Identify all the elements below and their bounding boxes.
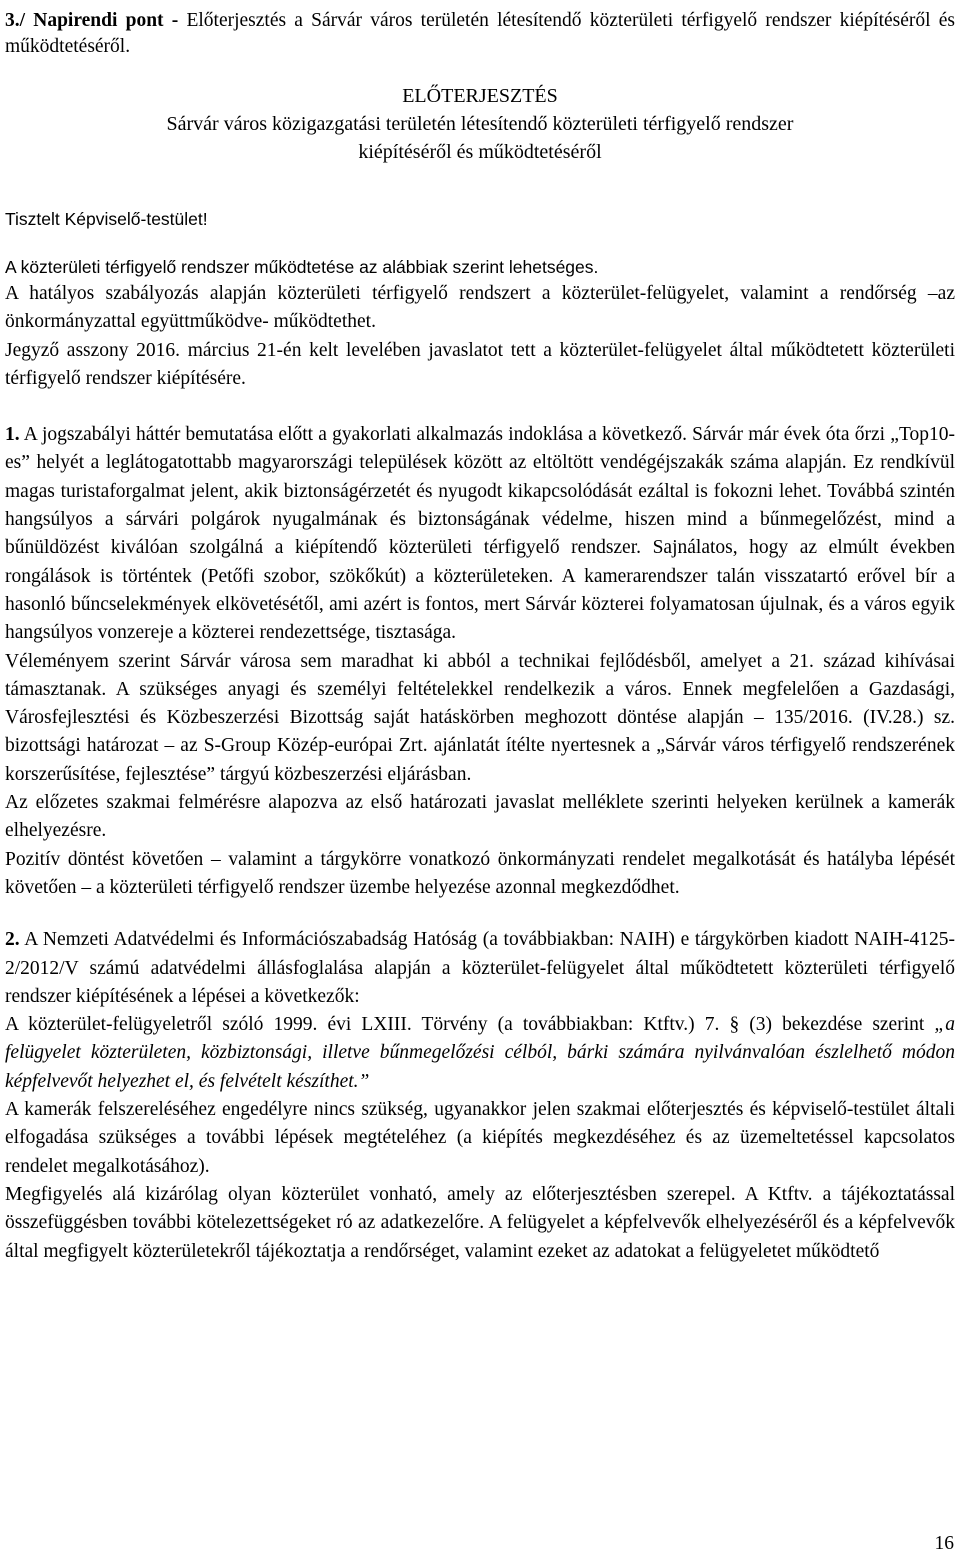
section-1-text: A jogszabályi háttér bemutatása előtt a gyakorlati alkalmazás indoklása a következő. Sárvár már évek óta őrzi „Top10-es” helyét a leglátogatottabb magyarországi települések között az eltöltött vendégéjszakák száma alapján. Ez rendkívül magas turistaforgalmat jelent, akik biztonságérzetét és nyugodt kikapcsolódását ezáltal is fokozni lehet. Továbbá szintén hangsúlyos a sárvári polgárok nyugalmának és biztonságának védelme, hiszen mind a bűnmegelőzést, mind a bűnüldözést kiválóan szolgálná a kiépítendő közterületi térfigyelő rendszer. Sajnálatos, hogy az elmúlt években rongálások is történtek (Petőfi szobor, szökőkút) a közterületeken. A kamerarendszer talán visszatartó erővel bír a hasonló bűncselekmények elkövetésétől, ami azért is fontos, mert Sárvár közterei folyamatosan újulnak, és a város egyik hangsúlyos vonzereje a közterei rendezettsége, tisztasága. <box>5 424 955 644</box>
heading-subtitle-line2: kiépítéséről és működtetéséről <box>358 141 602 163</box>
section-2-number: 2. <box>5 929 20 951</box>
section-2-paragraph <box>5 926 955 1011</box>
document-body <box>5 280 955 1266</box>
greeting: Tisztelt Képviselő-testület! <box>5 209 208 229</box>
section-1-paragraph <box>5 421 955 647</box>
lead-sentence: A közterületi térfigyelő rendszer működtetése az alábbiak szerint lehetséges. <box>5 257 599 277</box>
law-citation-paragraph <box>5 1011 955 1096</box>
intro-paragraph-2: Jegyző asszony 2016. március 21-én kelt levelében javaslatot tett a közterület-felügyelet által működtetett közterületi térfigyelő rendszer kiépítésére. <box>5 339 955 389</box>
section-2-paragraph-3: A kamerák felszereléséhez engedélyre nincs szükség, ugyanakkor jelen szakmai előterjesztés és képviselő-testület általi elfogadása szükséges a további lépések megtételéhez (a kiépítés megkezdéséhez és az üzemeltetéssel kapcsolatos rendelet megalkotásához). <box>5 1099 955 1177</box>
law-intro: A közterület-felügyeletről szóló 1999. évi LXIII. Törvény (a továbbiakban: Ktftv.) 7. § (3) bekezdése szerint <box>5 1014 935 1036</box>
section-1-paragraph-4: Pozitív döntést követően – valamint a tárgykörre vonatkozó önkormányzati rendelet megalkotását és hatályba lépését követően – a közterületi térfigyelő rendszer üzembe helyezése azonnal megkezdődhet. <box>5 848 955 898</box>
heading-subtitle-line1: Sárvár város közigazgatási területén létesítendő közterületi térfigyelő rendszer <box>166 113 794 135</box>
law-quote: „a felügyelet közterületen, közbiztonsági, illetve bűnmegelőzési célból, bárki számára nyilvánvalóan észlelhető módon képfelvevőt helyezhet el, és felvételt készíthet.” <box>5 1014 955 1092</box>
page-number: 16 <box>934 1533 954 1554</box>
section-1-paragraph-2: Véleményem szerint Sárvár városa sem maradhat ki abból a technikai fejlődésből, amelyet a 21. század kihívásai támasztanak. A szükséges anyagi és személyi feltételekkel rendelkezik a város. Ennek megfelelően a Gazdasági, Városfejlesztési és Közbeszerzési Bizottság saját hatáskörben meghozott döntése alapján – 135/2016. (IV.28.) sz. bizottsági határozat – az S-Group Közép-európai Zrt. ajánlatát ítélte nyertesnek a „Sárvár város térfigyelő rendszerének korszerűsítése, fejlesztése” tárgyú közbeszerzési eljárásban. <box>5 650 955 785</box>
section-1-paragraph-3: Az előzetes szakmai felmérésre alapozva az első határozati javaslat melléklete szerinti helyeken kerülnek a kamerák elhelyezésre. <box>5 792 955 842</box>
agenda-text: Előterjesztés a Sárvár város területén létesítendő közterületi térfigyelő rendszer kiépítéséről és működtetéséről. <box>5 10 955 57</box>
intro-paragraph-1: A hatályos szabályozás alapján közterületi térfigyelő rendszert a közterület-felügyelet, valamint a rendőrség –az önkormányzattal együttműködve- működtethet. <box>5 283 955 333</box>
section-2-text: A Nemzeti Adatvédelmi és Információszabadság Hatóság (a továbbiakban: NAIH) e tárgykörben kiadott NAIH-4125-2/2012/V számú adatvédelmi állásfoglalása alapján a közterület-felügyelet által működtetett közterületi térfigyelő rendszer kiépítésének a lépései a következők: <box>5 929 955 1007</box>
document-page <box>5 0 955 1266</box>
heading-title: ELŐTERJESZTÉS <box>402 85 558 107</box>
document-heading <box>5 82 955 166</box>
agenda-label: 3./ Napirendi pont - <box>5 10 179 31</box>
section-1-number: 1. <box>5 424 20 446</box>
agenda-item <box>5 8 955 60</box>
section-2-paragraph-4: Megfigyelés alá kizárólag olyan közterület vonható, amely az előterjesztésben szerepel. A Ktftv. a tájékoztatással összefüggésben további kötelezettségeket ró az adatkezelőre. A felügyelet a képfelvevők elhelyezéséről és a képfelvevők által megfigyelt közterületekről tájékoztatja a rendőrséget, valamint ezeket az adatokat a felügyeletet működtető <box>5 1183 955 1262</box>
